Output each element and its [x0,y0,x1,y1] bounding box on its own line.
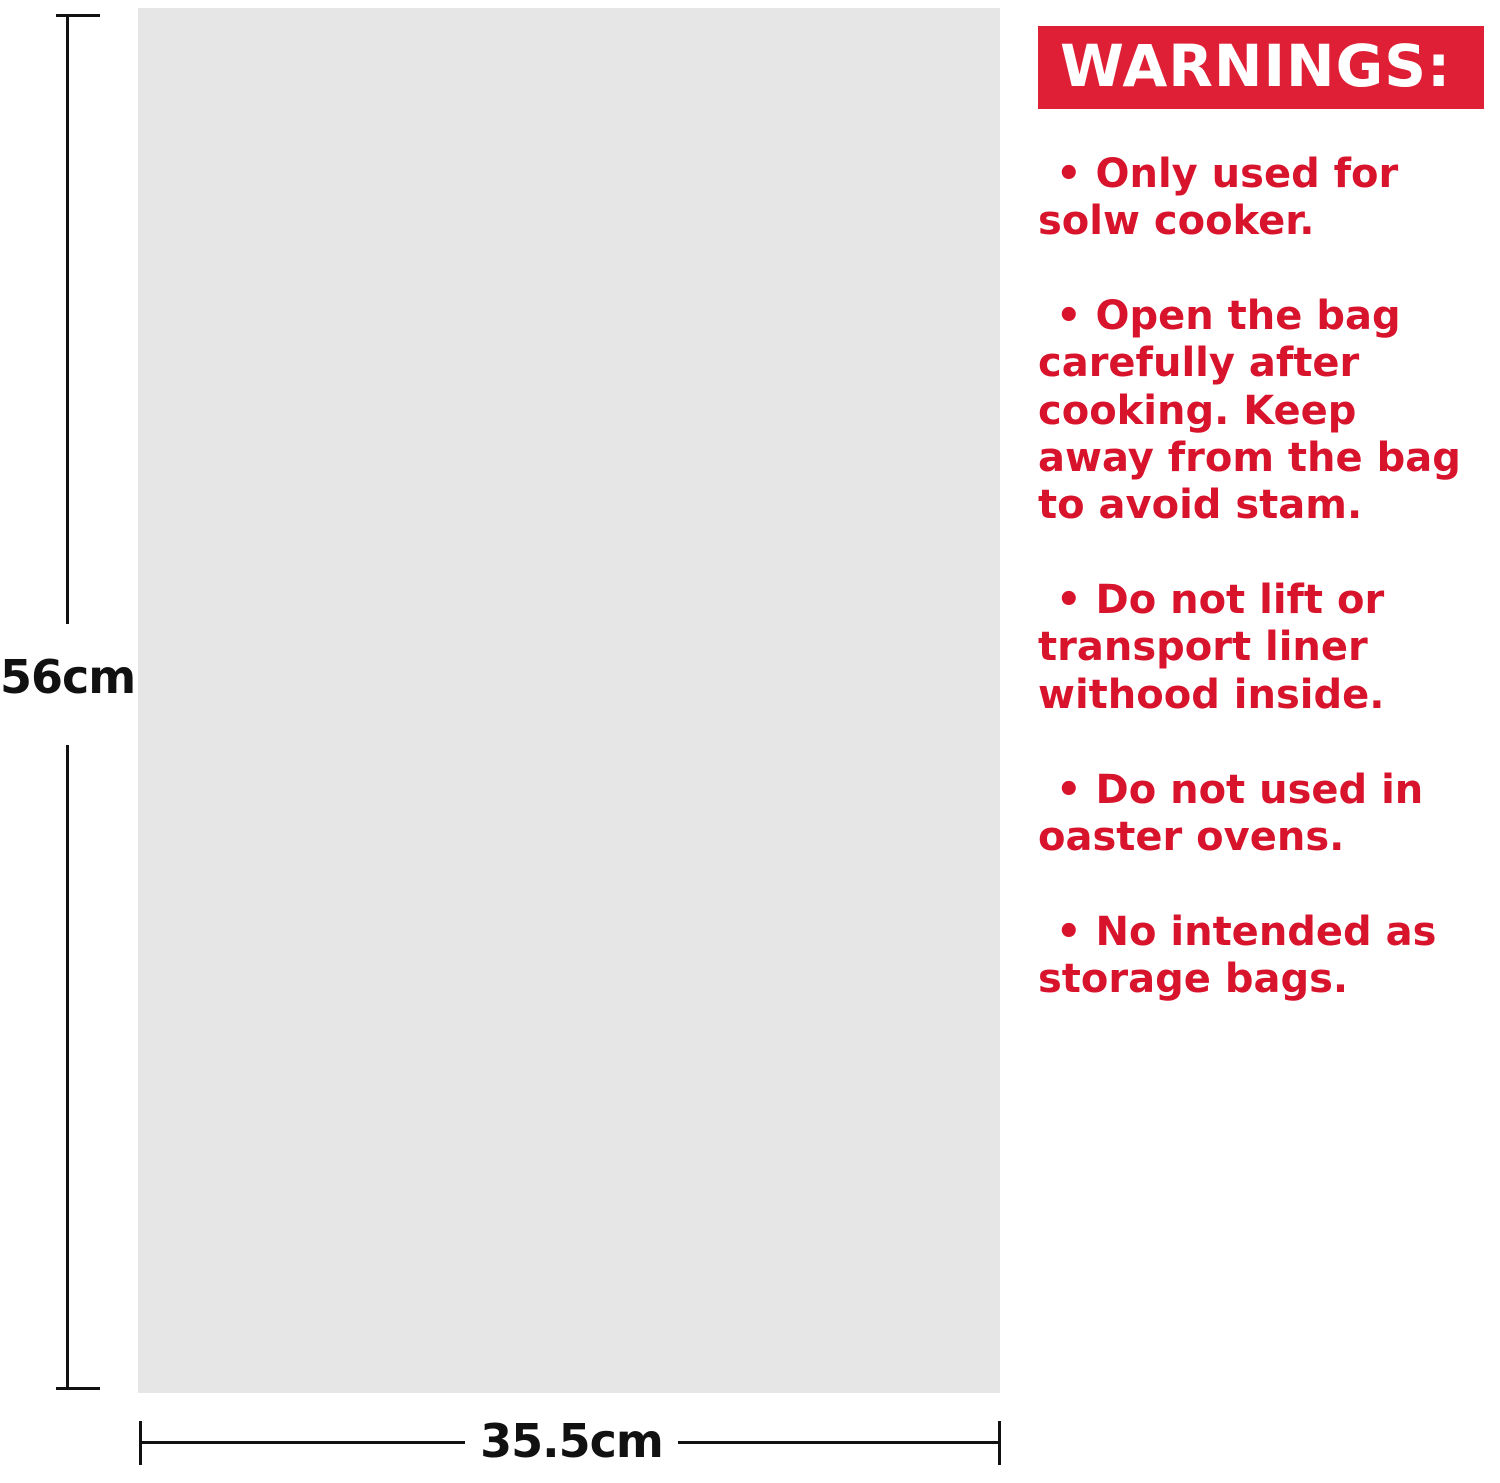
vertical-dimension-group [0,0,138,1400]
dimension-cap-right [998,1421,1001,1465]
warning-item: • Open the bag carefully after cooking. Keep away from the bag to avoid stam. [1038,293,1461,529]
dimension-line-left [140,1441,465,1444]
dimension-line-top [66,14,69,624]
warnings-panel [1038,26,1484,1004]
dimension-cap-top [56,14,100,17]
height-dimension-label: 56cm [0,650,136,704]
product-bag-rectangle [138,8,1000,1393]
dimension-cap-bottom [56,1387,100,1390]
warnings-title: WARNINGS: [1060,32,1452,100]
warnings-list [1038,151,1484,1004]
warnings-header-banner [1038,26,1484,109]
warning-item: • Do not lift or transport liner withood inside. [1038,577,1385,718]
warning-item: • Only used for solw cooker. [1038,150,1399,245]
dimension-line-bottom [66,745,69,1390]
warning-item: • No intended as storage bags. [1038,909,1437,1003]
dimension-line-right [678,1441,1000,1444]
width-dimension-label: 35.5cm [480,1414,663,1468]
warning-item: • Do not used in oaster ovens. [1038,766,1424,860]
